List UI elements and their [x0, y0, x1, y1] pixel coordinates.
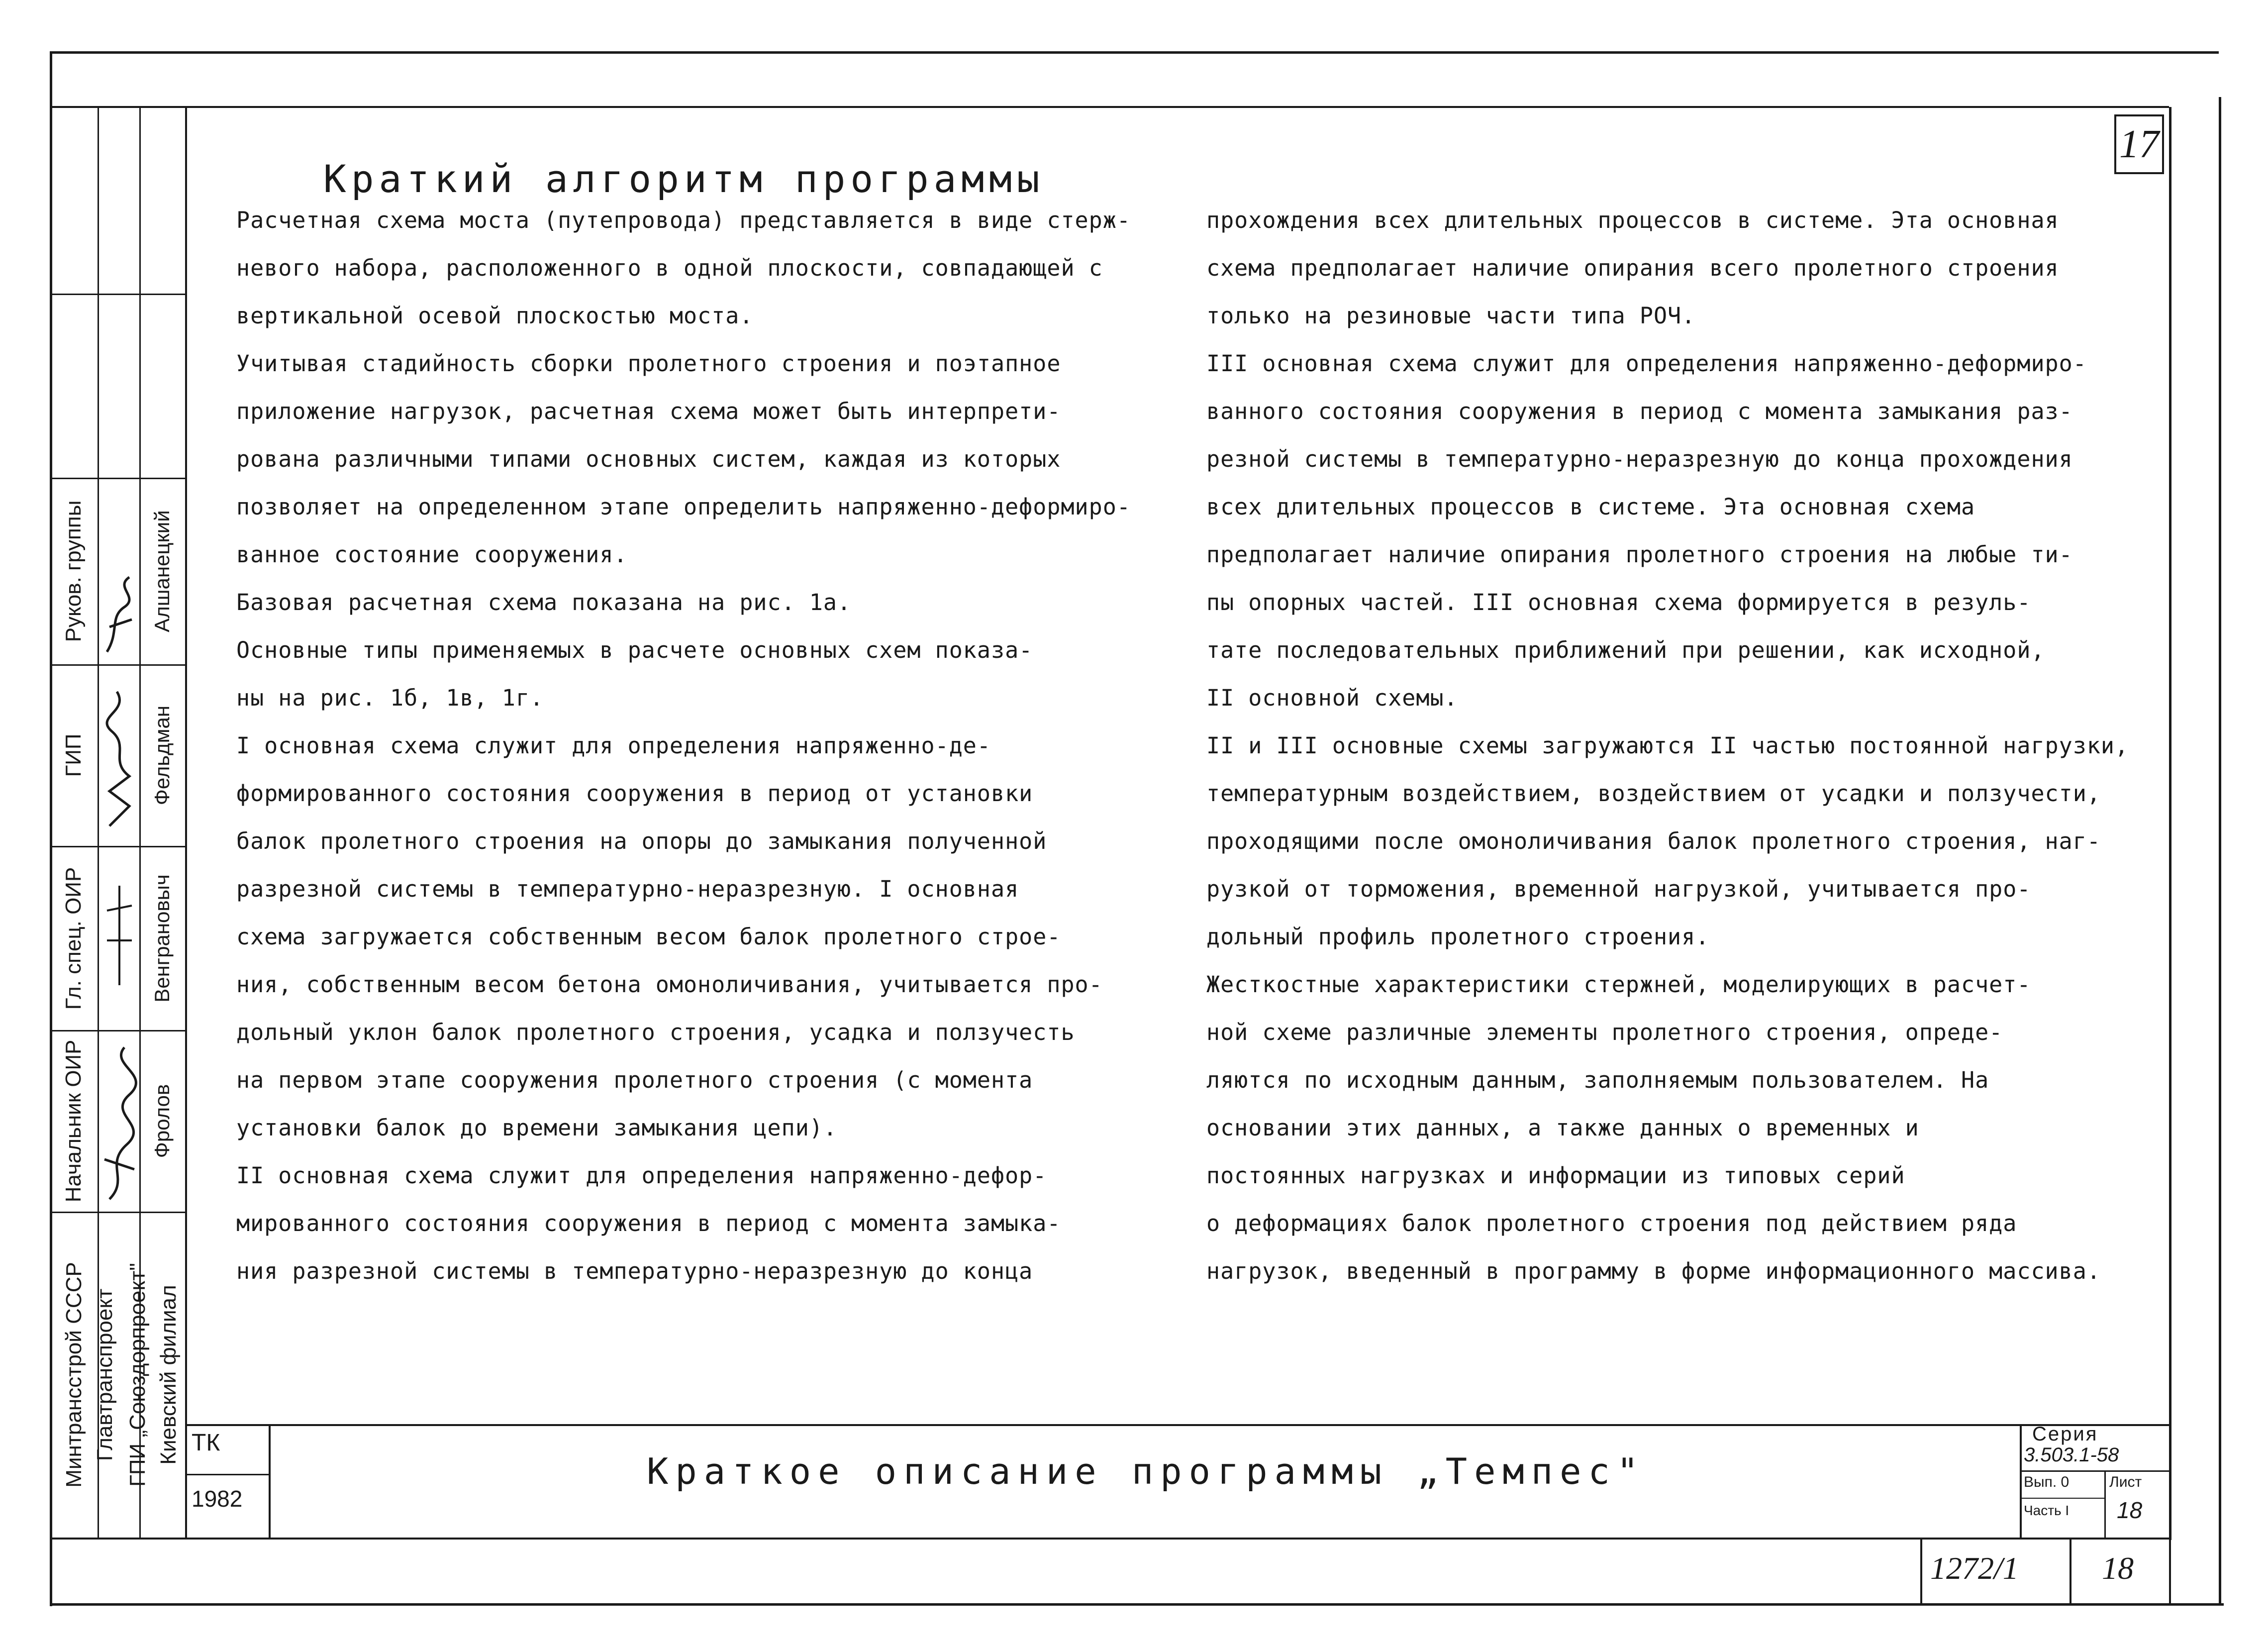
stamp-role-group-lead: Руков. группы — [61, 500, 86, 642]
left-column — [236, 197, 1206, 1295]
footer-inventory-number: 1272/1 — [1930, 1550, 2019, 1586]
stamp-org-4: Киевский филиал — [156, 1285, 181, 1465]
left-line-12: I основная схема служит для определения напряженно-де- — [236, 732, 991, 759]
right-line-8: предполагает наличие опирания пролетного строения на любые ти- — [1206, 541, 2073, 568]
footer-vline-3 — [2169, 1539, 2171, 1604]
titleblock-top-line — [185, 1424, 2170, 1426]
titleblock-issue-label: Вып. 0 — [2024, 1474, 2070, 1490]
left-line-7: позволяет на определенном этапе определить напряженно-деформиро- — [236, 494, 1131, 520]
footer-vline-1 — [1920, 1539, 1922, 1604]
titleblock-sheet-label: Лист — [2109, 1474, 2142, 1490]
titleblock-series-label: Серия — [2032, 1423, 2098, 1445]
left-line-22: мированного состояния сооружения в период с момента замыка- — [236, 1210, 1061, 1236]
left-line-10: Основные типы применяемых в расчете основных схем показа- — [236, 637, 1033, 663]
left-line-9: Базовая расчетная схема показана на рис. 1а. — [236, 589, 852, 616]
left-line-8: ванное состояние сооружения. — [236, 541, 628, 568]
page-title: Краткий алгоритм программы — [323, 157, 1045, 201]
left-line-23: ния разрезной системы в температурно-неразрезную до конца — [236, 1258, 1033, 1284]
left-line-20: установки балок до времени замыкания цепи). — [236, 1115, 837, 1141]
right-line-19: ляются по исходным данным, заполняемым пользователем. На — [1206, 1067, 1989, 1093]
left-line-6: рована различными типами основных систем, каждая из которых — [236, 446, 1061, 472]
right-line-2: схема предполагает наличие опирания всего пролетного строения — [1206, 255, 2059, 281]
stamp-org-2: Главтранспроект — [93, 1288, 117, 1461]
right-line-20: основании этих данных, а также данных о временных и — [1206, 1115, 1919, 1141]
right-line-4: III основная схема служит для определения напряженно-деформиро- — [1206, 350, 2087, 377]
titleblock-year: 1982 — [192, 1486, 243, 1512]
right-line-9: пы опорных частей. III основная схема формируется в резуль- — [1206, 589, 2031, 616]
right-line-17: Жесткостные характеристики стержней, моделирующих в расчет- — [1206, 971, 2031, 998]
stamp-role-head: Начальник ОИР — [61, 1039, 86, 1203]
titleblock-code: ТК — [192, 1430, 220, 1456]
left-line-16: схема загружается собственным весом балок пролетного строе- — [236, 924, 1061, 950]
stamp-org-3: ГПИ „Союздорпроект" — [125, 1263, 150, 1487]
footer-sheet-number: 18 — [2102, 1550, 2134, 1586]
page-number: 17 — [2119, 122, 2159, 166]
right-border-inner — [2169, 107, 2171, 1540]
titleblock-sheet-value: 18 — [2117, 1497, 2143, 1523]
right-line-6: резной системы в температурно-неразрезную до конца прохождения — [1206, 446, 2073, 472]
left-line-14: балок пролетного строения на опоры до замыкания полученной — [236, 828, 1047, 854]
left-border — [50, 51, 52, 1606]
left-line-17: ния, собственным весом бетона омоноличивания, учитывается про- — [236, 971, 1103, 998]
stamp-hline-1 — [50, 294, 186, 295]
right-line-12: II и III основные схемы загружаются II частью постоянной нагрузки, — [1206, 732, 2129, 759]
right-line-15: рузкой от торможения, временной нагрузкой, учитывается про- — [1206, 876, 2031, 902]
bottom-border — [50, 1603, 2224, 1606]
left-line-4: Учитывая стадийность сборки пролетного строения и поэтапное — [236, 350, 1061, 377]
left-line-21: II основная схема служит для определения напряженно-дефор- — [236, 1162, 1047, 1189]
signature-4 — [99, 1040, 138, 1204]
right-line-10: тате последовательных приближений при решении, как исходной, — [1206, 637, 2045, 663]
right-line-22: о деформациях балок пролетного строения под действием ряда — [1206, 1210, 2017, 1236]
stamp-hline-4 — [50, 846, 186, 847]
stamp-hline-2 — [50, 478, 186, 479]
right-line-13: температурным воздействием, воздействием от усадки и ползучести, — [1206, 780, 2101, 807]
left-line-3: вертикальной осевой плоскостью моста. — [236, 303, 754, 329]
right-line-16: дольный профиль пролетного строения. — [1206, 924, 1710, 950]
stamp-role-gip: ГИП — [61, 733, 86, 777]
top-border — [50, 51, 2219, 54]
left-line-13: формированного состояния сооружения в период от установки — [236, 780, 1033, 807]
titleblock-part-label: Часть I — [2024, 1503, 2070, 1518]
stamp-org-1: Минтрансстрой СССР — [62, 1262, 86, 1488]
titleblock-vline-series — [2020, 1424, 2022, 1539]
stamp-name-2: Фельдман — [150, 705, 174, 806]
titleblock-document-title: Краткое описание программы „Темпес" — [647, 1450, 1646, 1492]
right-line-7: всех длительных процессов в системе. Эта основная схема — [1206, 494, 1975, 520]
left-line-2: невого набора, расположенного в одной плоскости, совпадающей с — [236, 255, 1103, 281]
stamp-hline-6 — [50, 1212, 186, 1213]
right-line-18: ной схеме различные элементы пролетного строения, опреде- — [1206, 1019, 2003, 1045]
bottom-frame-line — [50, 1538, 2171, 1540]
stamp-name-3: Венграновыч — [150, 874, 174, 1003]
right-line-14: проходящими после омоноличивания балок пролетного строения, наг- — [1206, 828, 2101, 854]
right-border-outer — [2219, 97, 2221, 1605]
stamp-role-chief-spec: Гл. спец. ОИР — [61, 867, 86, 1010]
signature-3 — [99, 866, 138, 990]
stamp-vline-3 — [185, 107, 187, 1538]
titleblock-hline-series — [2020, 1470, 2170, 1472]
signature-2 — [99, 682, 138, 831]
right-line-23: нагрузок, введенный в программу в форме информационного массива. — [1206, 1258, 2101, 1284]
stamp-name-1: Алшанецкий — [150, 510, 174, 632]
left-line-11: ны на рис. 1б, 1в, 1г. — [236, 685, 544, 711]
footer-vline-2 — [2070, 1539, 2071, 1604]
left-line-18: дольный уклон балок пролетного строения, усадка и ползучесть — [236, 1019, 1075, 1045]
signature-1 — [99, 572, 138, 657]
inner-top-border — [50, 106, 2169, 108]
left-line-1: Расчетная схема моста (путепровода) представляется в виде стерж- — [236, 207, 1131, 233]
titleblock-hline-part — [2020, 1498, 2104, 1499]
right-line-5: ванного состояния сооружения в период с момента замыкания раз- — [1206, 398, 2073, 424]
stamp-name-4: Фролов — [150, 1084, 174, 1158]
left-line-19: на первом этапе сооружения пролетного строения (с момента — [236, 1067, 1033, 1093]
right-column — [1206, 197, 2162, 1295]
right-line-21: постоянных нагрузках и информации из типовых серий — [1206, 1162, 1905, 1189]
titleblock-vline-code — [269, 1424, 271, 1539]
right-line-3: только на резиновые части типа РОЧ. — [1206, 303, 1696, 329]
right-line-11: II основной схемы. — [1206, 685, 1458, 711]
titleblock-vline-sheet — [2104, 1470, 2106, 1539]
left-line-15: разрезной системы в температурно-неразрезную. I основная — [236, 876, 1019, 902]
right-line-1: прохождения всех длительных процессов в системе. Эта основная — [1206, 207, 2059, 233]
titleblock-hline-code — [185, 1474, 270, 1475]
titleblock-series-value: 3.503.1-58 — [2024, 1444, 2119, 1466]
left-line-5: приложение нагрузок, расчетная схема может быть интерпрети- — [236, 398, 1061, 424]
